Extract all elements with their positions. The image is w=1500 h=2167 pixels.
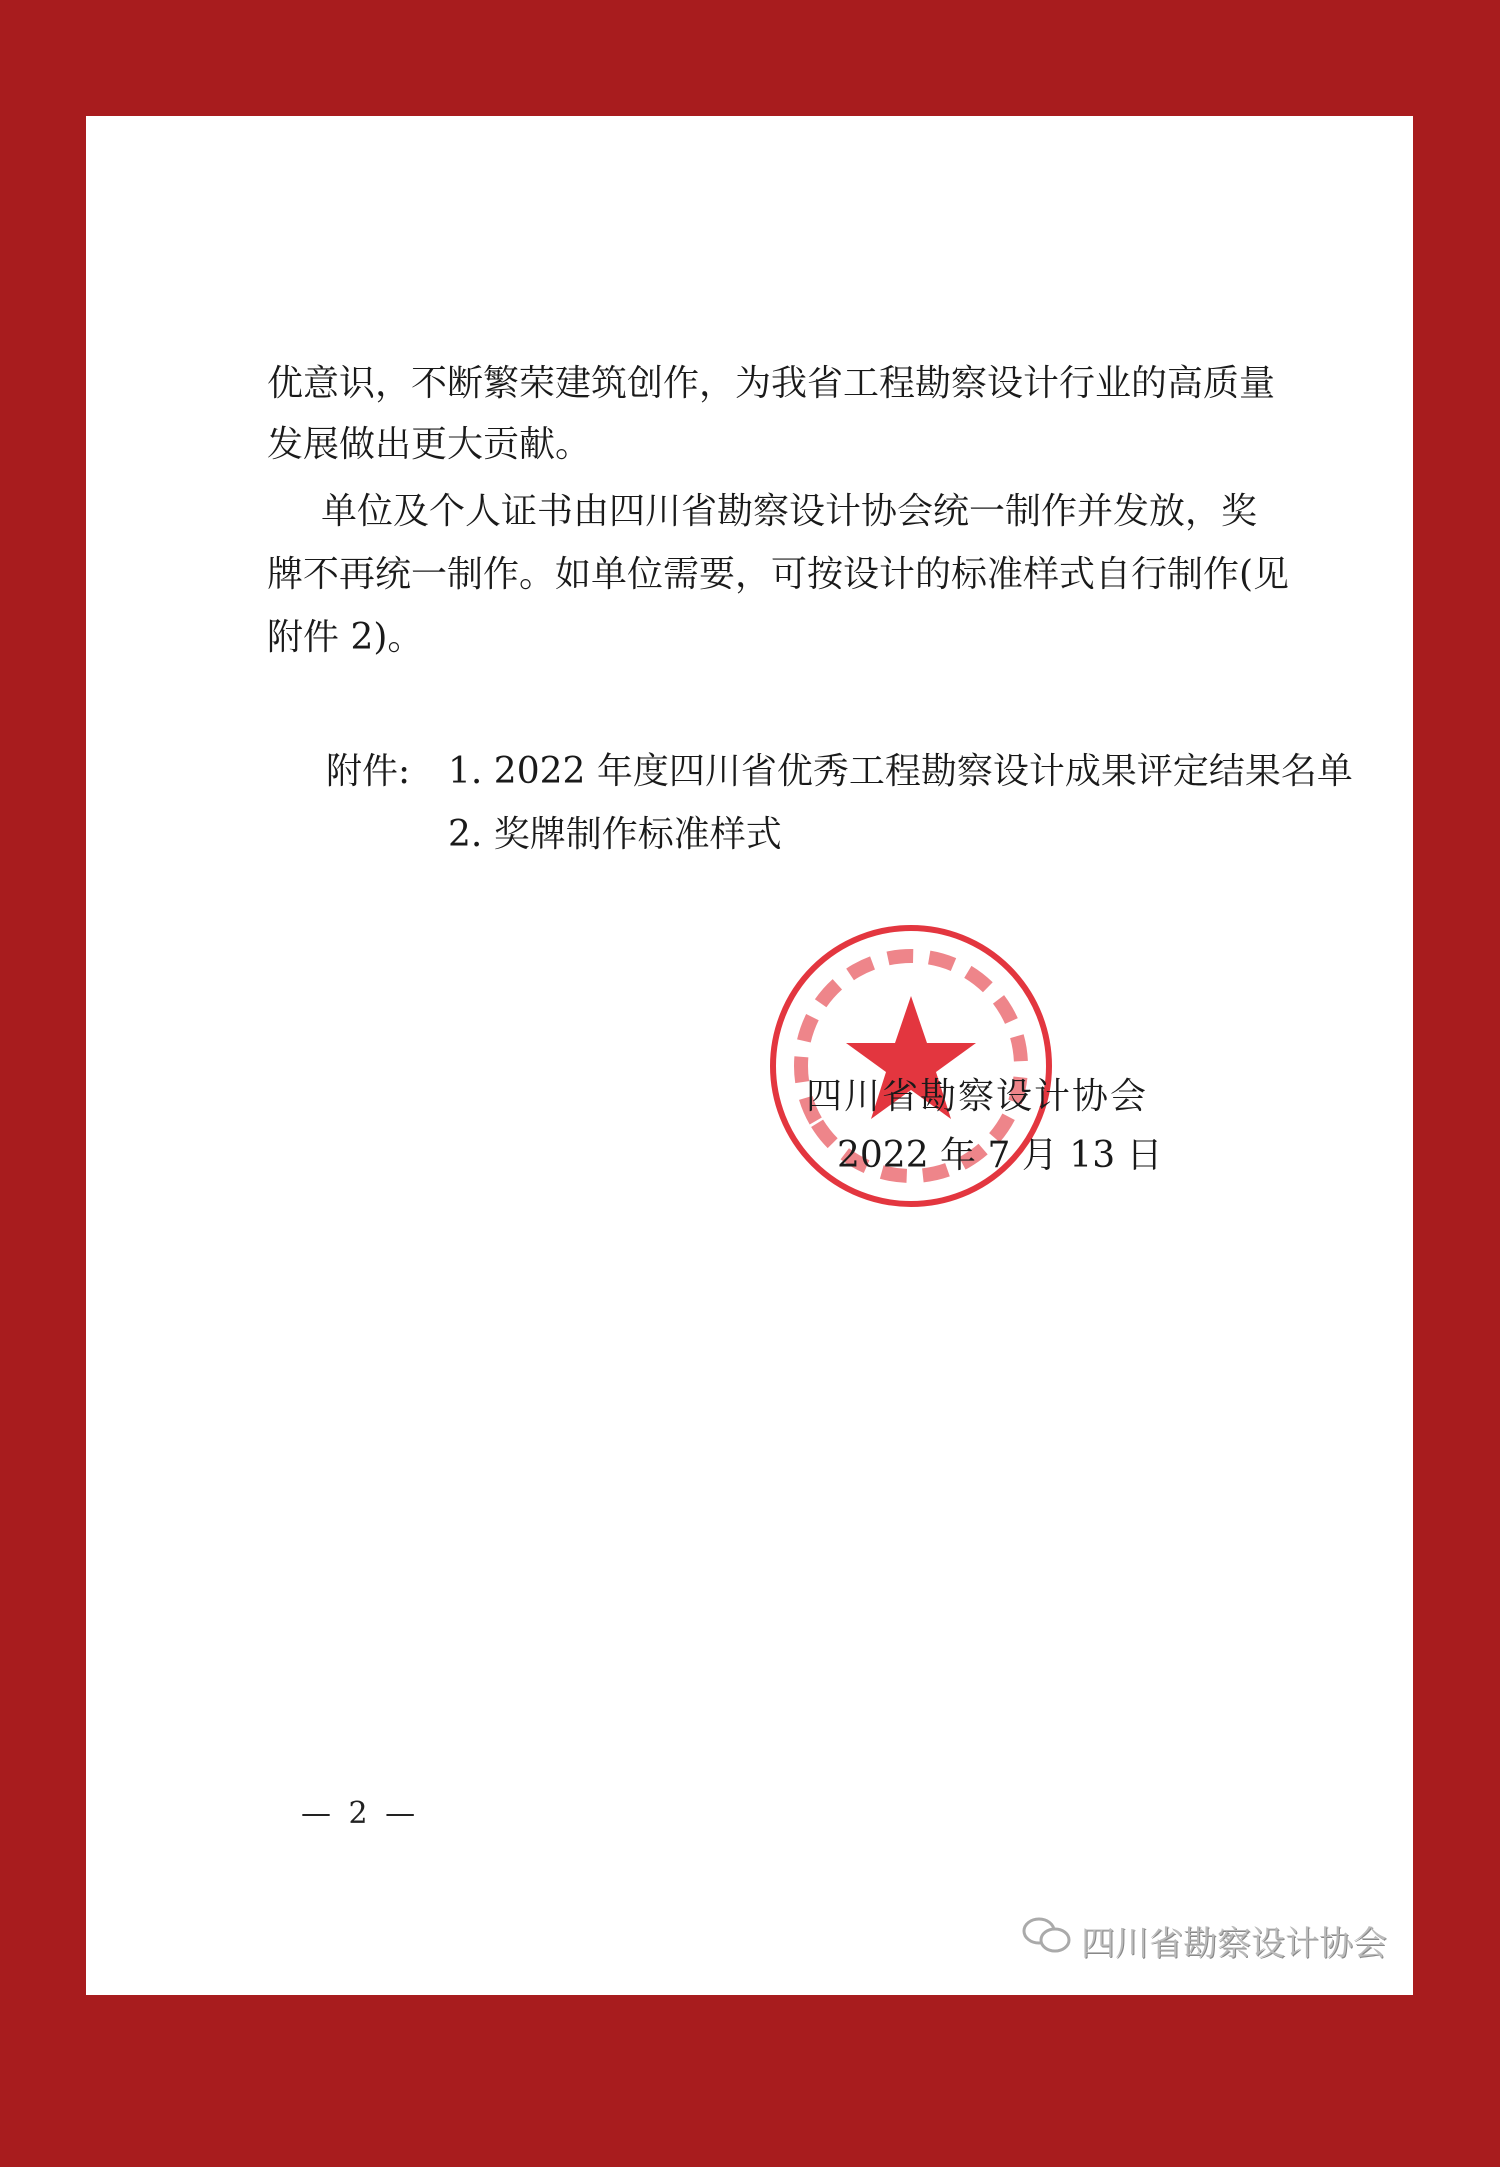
- body-line: 发展做出更大贡献。: [267, 424, 592, 465]
- watermark-text: 四川省勘察设计协会: [1081, 1924, 1387, 1964]
- body-line: 优意识，不断繁荣建筑创作，为我省工程勘察设计行业的高质量: [267, 363, 1276, 404]
- signature-org: 四川省勘察设计协会: [806, 1076, 1149, 1117]
- attachment-item: 1. 2022 年度四川省优秀工程勘察设计成果评定结果名单: [448, 751, 1353, 792]
- wechat-icon: [1021, 1916, 1073, 1965]
- signature-date: 2022 年 7 月 13 日: [837, 1135, 1163, 1176]
- page-number: — 2 —: [301, 1796, 420, 1831]
- attachments-label: 附件:: [326, 751, 411, 792]
- body-line: 单位及个人证书由四川省勘察设计协会统一制作并发放，奖: [321, 491, 1258, 532]
- body-line: 牌不再统一制作。如单位需要，可按设计的标准样式自行制作(见: [267, 554, 1290, 595]
- attachment-item: 2. 奖牌制作标准样式: [448, 814, 782, 855]
- document-page: [86, 116, 1413, 1995]
- body-line: 附件 2)。: [267, 617, 424, 658]
- watermark: [1021, 1916, 1387, 1965]
